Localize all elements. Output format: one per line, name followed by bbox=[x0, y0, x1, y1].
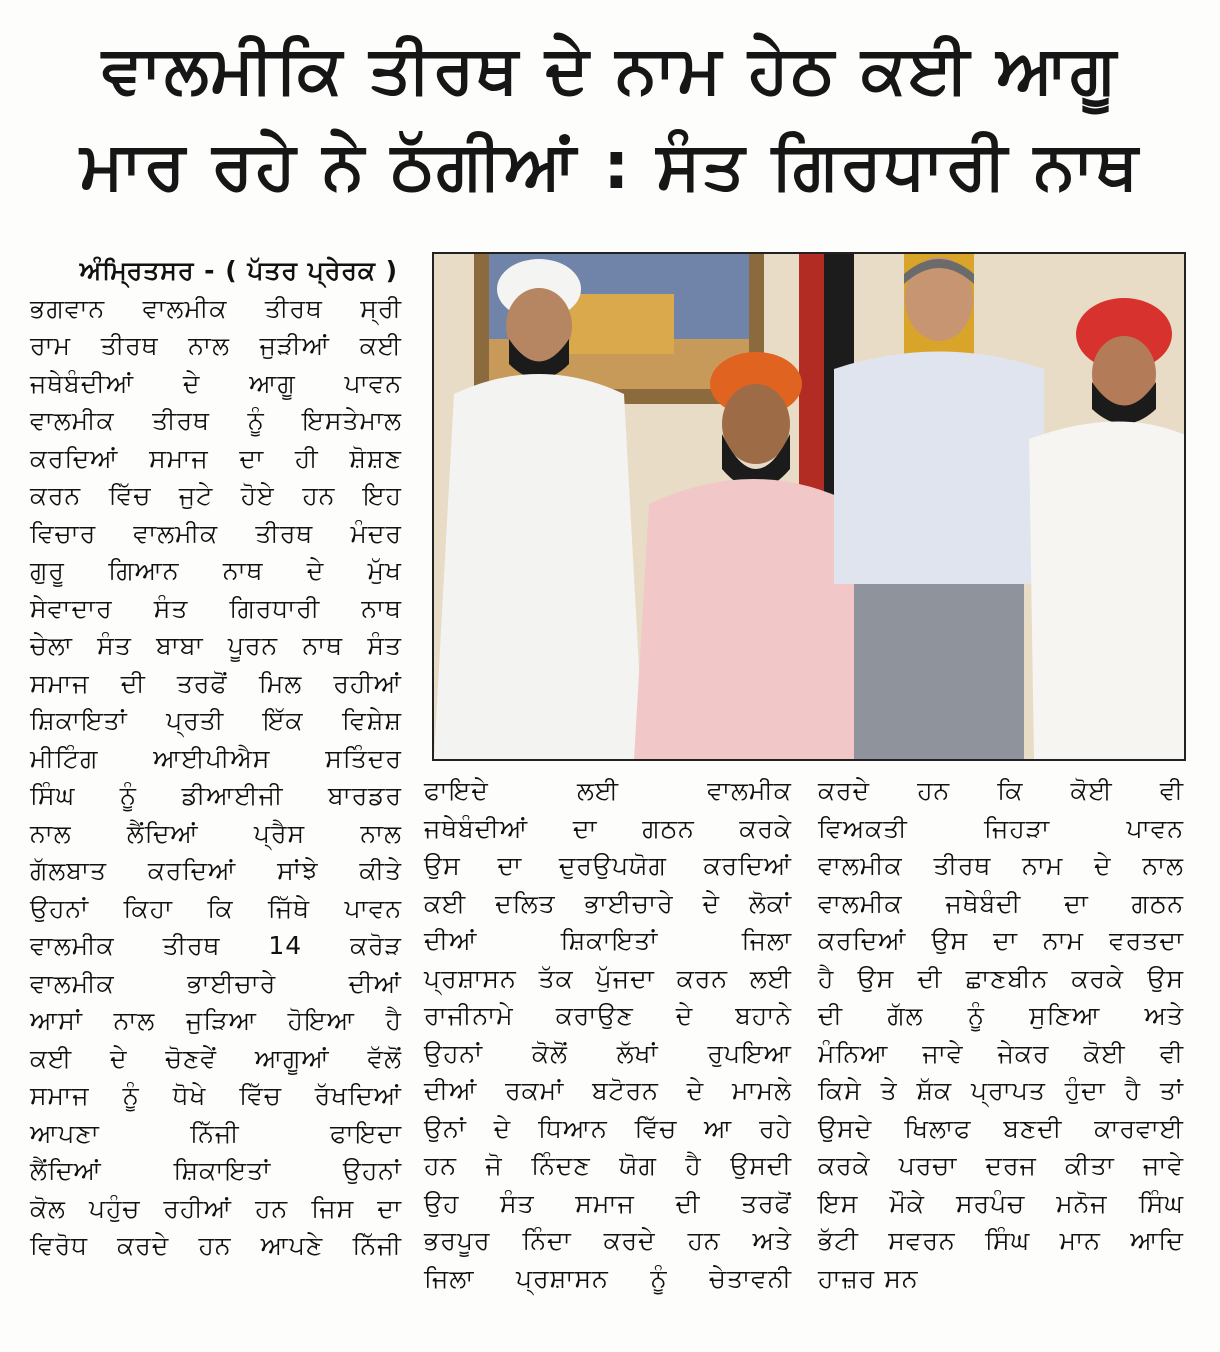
article-line: ਸੇਵਾਦਾਰ ਸੰਤ ਗਿਰਧਾਰੀ ਨਾਥ bbox=[30, 593, 402, 623]
article-line: ਵਾਲਮੀਕ ਜਥੇਬੰਦੀ ਦਾ ਗਠਨ bbox=[818, 888, 1184, 918]
article-line: ਕਰਦੇ ਹਨ ਕਿ ਕੋਈ ਵੀ bbox=[818, 776, 1184, 805]
article-line: ਮੰਨਿਆ ਜਾਵੇ ਜੇਕਰ ਕੋਈ ਵੀ bbox=[818, 1038, 1184, 1068]
headline bbox=[0, 22, 1220, 214]
article-line: ਦੀਆਂ ਸ਼ਿਕਾਇਤਾਂ ਜਿਲਾ bbox=[424, 926, 792, 955]
article-line: ਉਸ ਦਾ ਦੁਰਉਪਯੋਗ ਕਰਦਿਆਂ bbox=[424, 851, 792, 880]
article-line: ਉਹਨਾਂ ਕੋਲੋਂ ਲੱਖਾਂ ਰੁਪਇਆ bbox=[424, 1038, 792, 1068]
article-line: ਗੁਰੂ ਗਿਆਨ ਨਾਥ ਦੇ ਮੁੱਖ bbox=[30, 556, 402, 585]
article-line: ਕਰਦਿਆਂ ਸਮਾਜ ਦਾ ਹੀ ਸ਼ੋਸ਼ਣ bbox=[30, 443, 402, 473]
article-line: ਚੇਲਾ ਸੰਤ ਬਾਬਾ ਪੂਰਨ ਨਾਥ ਸੰਤ bbox=[30, 631, 402, 660]
article-line: ਕੋਲ ਪਹੁੰਚ ਰਹੀਆਂ ਹਨ ਜਿਸ ਦਾ bbox=[30, 1193, 402, 1223]
article-line: ਲੈਂਦਿਆਂ ਸ਼ਿਕਾਇਤਾਂ ਉਹਨਾਂ bbox=[30, 1156, 402, 1185]
article-line: ਸ਼ਿਕਾਇਤਾਂ ਪ੍ਰਤੀ ਇੱਕ ਵਿਸ਼ੇਸ਼ bbox=[30, 706, 402, 735]
article-line: ਵਿਚਾਰ ਵਾਲਮੀਕ ਤੀਰਥ ਮੰਦਰ bbox=[30, 518, 402, 548]
article-line: ਵਾਲਮੀਕ ਤੀਰਥ 14 ਕਰੋੜ bbox=[30, 931, 402, 960]
article-line: ਸਮਾਜ ਦੀ ਤਰਫੋਂ ਮਿਲ ਰਹੀਆਂ bbox=[30, 668, 402, 698]
article-line: ਕਿਸੇ ਤੇ ਸ਼ੱਕ ਪ੍ਰਾਪਤ ਹੁੰਦਾ ਹੈ ਤਾਂ bbox=[818, 1076, 1184, 1105]
article-line: ਹੈ ਉਸ ਦੀ ਛਾਣਬੀਨ ਕਰਕੇ ਉਸ bbox=[818, 963, 1184, 993]
dateline: ਅੰਮ੍ਰਿਤਸਰ - ( ਪੱਤਰ ਪ੍ਰੇਰਕ ) bbox=[79, 256, 398, 285]
article-line: ਜਿਲਾ ਪ੍ਰਸ਼ਾਸਨ ਨੂੰ ਚੇਤਾਵਨੀ bbox=[424, 1263, 792, 1293]
group-photo bbox=[432, 252, 1186, 761]
article-column-2 bbox=[424, 772, 792, 1297]
group-photo-icon bbox=[434, 254, 1184, 759]
article-line: ਸਮਾਜ ਨੂੰ ਧੋਖੇ ਵਿੱਚ ਰੱਖਦਿਆਂ bbox=[30, 1081, 402, 1110]
article-line: ਉਨਾਂ ਦੇ ਧਿਆਨ ਵਿੱਚ ਆ ਰਹੇ bbox=[424, 1113, 792, 1143]
article-line: ਸਿੰਘ ਨੂੰ ਡੀਆਈਜੀ ਬਾਰਡਰ bbox=[30, 781, 402, 810]
article-line: ਉਹ ਸੰਤ ਸਮਾਜ ਦੀ ਤਰਫੋਂ bbox=[424, 1188, 792, 1218]
article-line: ਦੀ ਗੱਲ ਨੂੰ ਸੁਣਿਆ ਅਤੇ bbox=[818, 1001, 1184, 1030]
article-line: ਕਈ ਦਲਿਤ ਭਾਈਚਾਰੇ ਦੇ ਲੋਕਾਂ bbox=[424, 888, 792, 918]
article-line: ਪ੍ਰਸ਼ਾਸਨ ਤੱਕ ਪੁੱਜਦਾ ਕਰਨ ਲਈ bbox=[424, 963, 792, 993]
headline-line-1: ਵਾਲਮੀਕਿ ਤੀਰਥ ਦੇ ਨਾਮ ਹੇਠ ਕਈ ਆਗੂ bbox=[101, 31, 1119, 108]
article-line: ਭੱਟੀ ਸਵਰਨ ਸਿੰਘ ਮਾਨ ਆਦਿ bbox=[818, 1226, 1184, 1255]
article-line: ਆਪਣਾ ਨਿੱਜੀ ਫਾਇਦਾ bbox=[30, 1118, 402, 1148]
article-line: ਭਗਵਾਨ ਵਾਲਮੀਕ ਤੀਰਥ ਸ੍ਰੀ bbox=[30, 293, 402, 323]
article-line: ਹਾਜ਼ਰ ਸਨ bbox=[818, 1263, 919, 1293]
article-line: ਕਰਦਿਆਂ ਉਸ ਦਾ ਨਾਮ ਵਰਤਦਾ bbox=[818, 926, 1184, 955]
article-line: ਨਾਲ ਲੈਂਦਿਆਂ ਪ੍ਰੈਸ ਨਾਲ bbox=[30, 818, 402, 848]
article-line: ਜਥੇਬੰਦੀਆਂ ਦੇ ਆਗੂ ਪਾਵਨ bbox=[30, 368, 402, 398]
article-line: ਉਹਨਾਂ ਕਿਹਾ ਕਿ ਜਿੱਥੇ ਪਾਵਨ bbox=[30, 893, 402, 923]
article-line: ਮੀਟਿੰਗ ਆਈਪੀਐਸ ਸਤਿੰਦਰ bbox=[30, 743, 402, 773]
article-line: ਭਰਪੂਰ ਨਿੰਦਾ ਕਰਦੇ ਹਨ ਅਤੇ bbox=[424, 1226, 792, 1255]
article-line: ਦੀਆਂ ਰਕਮਾਂ ਬਟੋਰਨ ਦੇ ਮਾਮਲੇ bbox=[424, 1076, 792, 1105]
article-line: ਵਿਅਕਤੀ ਜਿਹੜਾ ਪਾਵਨ bbox=[818, 813, 1184, 843]
article-line: ਵਾਲਮੀਕ ਤੀਰਥ ਨਾਮ ਦੇ ਨਾਲ bbox=[818, 851, 1184, 880]
article-line: ਵਾਲਮੀਕ ਤੀਰਥ ਨੂੰ ਇਸਤੇਮਾਲ bbox=[30, 406, 402, 435]
headline-line-2: ਮਾਰ ਰਹੇ ਨੇ ਠੱਗੀਆਂ : ਸੰਤ ਗਿਰਧਾਰੀ ਨਾਥ bbox=[80, 127, 1140, 204]
article-line: ਰਾਮ ਤੀਰਥ ਨਾਲ ਜੁੜੀਆਂ ਕਈ bbox=[30, 331, 402, 360]
article-line: ਕਰਕੇ ਪਰਚਾ ਦਰਜ ਕੀਤਾ ਜਾਵੇ bbox=[818, 1151, 1184, 1180]
article-line: ਕਰਨ ਵਿੱਚ ਜੁਟੇ ਹੋਏ ਹਨ ਇਹ bbox=[30, 481, 402, 510]
article-line: ਕਈ ਦੇ ਚੋਣਵੇਂ ਆਗੂਆਂ ਵੱਲੋਂ bbox=[30, 1043, 402, 1073]
article-line: ਵਾਲਮੀਕ ਭਾਈਚਾਰੇ ਦੀਆਂ bbox=[30, 968, 402, 998]
article-line: ਫਾਇਦੇ ਲਈ ਵਾਲਮੀਕ bbox=[424, 776, 792, 805]
article-line: ਉਸਦੇ ਖਿਲਾਫ ਬਣਦੀ ਕਾਰਵਾਈ bbox=[818, 1113, 1184, 1143]
article-line: ਰਾਜੀਨਾਮੇ ਕਰਾਉਣ ਦੇ ਬਹਾਨੇ bbox=[424, 1001, 792, 1030]
article-line: ਗੱਲਬਾਤ ਕਰਦਿਆਂ ਸਾਂਝੇ ਕੀਤੇ bbox=[30, 856, 402, 885]
article-column-1 bbox=[30, 252, 402, 1265]
article-column-3 bbox=[818, 772, 1184, 1297]
article-line: ਵਿਰੋਧ ਕਰਦੇ ਹਨ ਆਪਣੇ ਨਿੱਜੀ bbox=[30, 1231, 402, 1260]
article-line: ਆਸਾਂ ਨਾਲ ਜੁੜਿਆ ਹੋਇਆ ਹੈ bbox=[30, 1006, 402, 1035]
article-line: ਇਸ ਮੌਕੇ ਸਰਪੰਚ ਮਨੋਜ ਸਿੰਘ bbox=[818, 1188, 1184, 1218]
article-line: ਹਨ ਜੋ ਨਿੰਦਣ ਯੋਗ ਹੈ ਉਸਦੀ bbox=[424, 1151, 792, 1180]
article-line: ਜਥੇਬੰਦੀਆਂ ਦਾ ਗਠਨ ਕਰਕੇ bbox=[424, 813, 792, 843]
